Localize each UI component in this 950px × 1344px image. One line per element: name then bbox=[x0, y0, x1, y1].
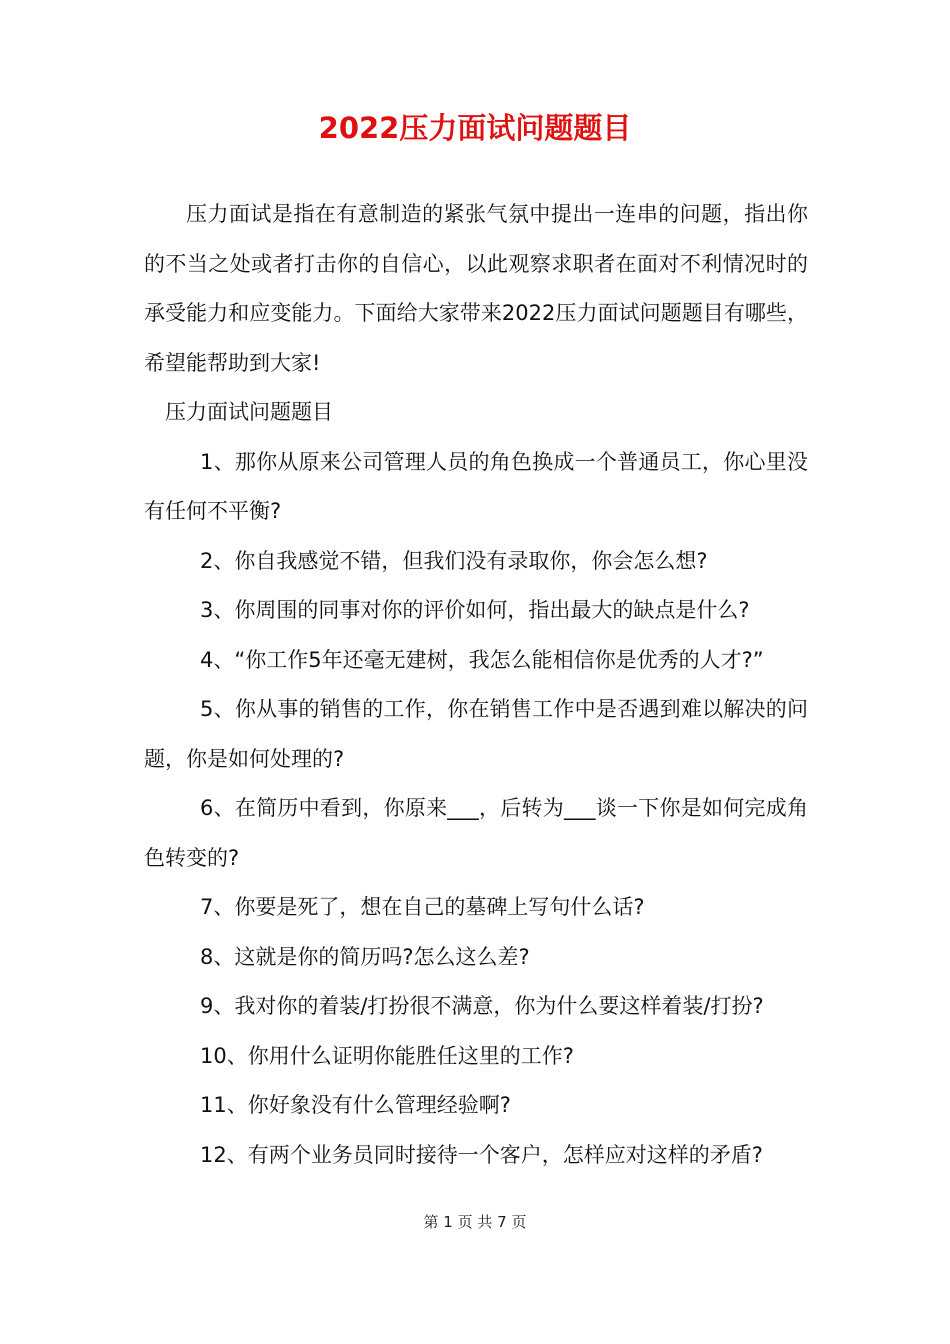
question-item: 4、“你工作5年还毫无建树，我怎么能相信你是优秀的人才?” bbox=[200, 647, 764, 672]
page-number-footer: 第 1 页 共 7 页 bbox=[423, 1213, 527, 1231]
question-item: 5、你从事的销售的工作，你在销售工作中是否遇到难以解决的问题，你是如何处理的? bbox=[144, 697, 808, 771]
question-item: 3、你周围的同事对你的评价如何，指出最大的缺点是什么? bbox=[200, 598, 750, 622]
intro-paragraph: 压力面试是指在有意制造的紧张气氛中提出一连串的问题，指出你的不当之处或者打击你的自信心，以此观察求职者在面对不利情况时的承受能力和应变能力。下面给大家带来2022压力面试问题题目有哪些，希望能帮助到大家! bbox=[144, 202, 808, 375]
question-item: 7、你要是死了，想在自己的墓碑上写句什么话? bbox=[200, 895, 645, 919]
document-body bbox=[144, 190, 808, 1180]
question-item: 1、那你从原来公司管理人员的角色换成一个普通员工，你心里没有任何不平衡? bbox=[144, 449, 808, 523]
question-item: 9、我对你的着装/打扮很不满意，你为什么要这样着装/打扮? bbox=[200, 994, 764, 1018]
question-item: 11、你好象没有什么管理经验啊? bbox=[200, 1093, 511, 1117]
question-item: 10、你用什么证明你能胜任这里的工作? bbox=[200, 1043, 574, 1068]
question-item: 6、在简历中看到，你原来___，后转为___谈一下你是如何完成角色转变的? bbox=[144, 796, 808, 870]
document-title: 2022压力面试问题题目 bbox=[318, 111, 632, 145]
question-item: 12、有两个业务员同时接待一个客户，怎样应对这样的矛盾? bbox=[200, 1142, 763, 1167]
question-item: 8、这就是你的简历吗?怎么这么差? bbox=[200, 944, 530, 969]
question-item: 2、你自我感觉不错，但我们没有录取你，你会怎么想? bbox=[200, 548, 708, 573]
section-heading: 压力面试问题题目 bbox=[165, 400, 333, 424]
